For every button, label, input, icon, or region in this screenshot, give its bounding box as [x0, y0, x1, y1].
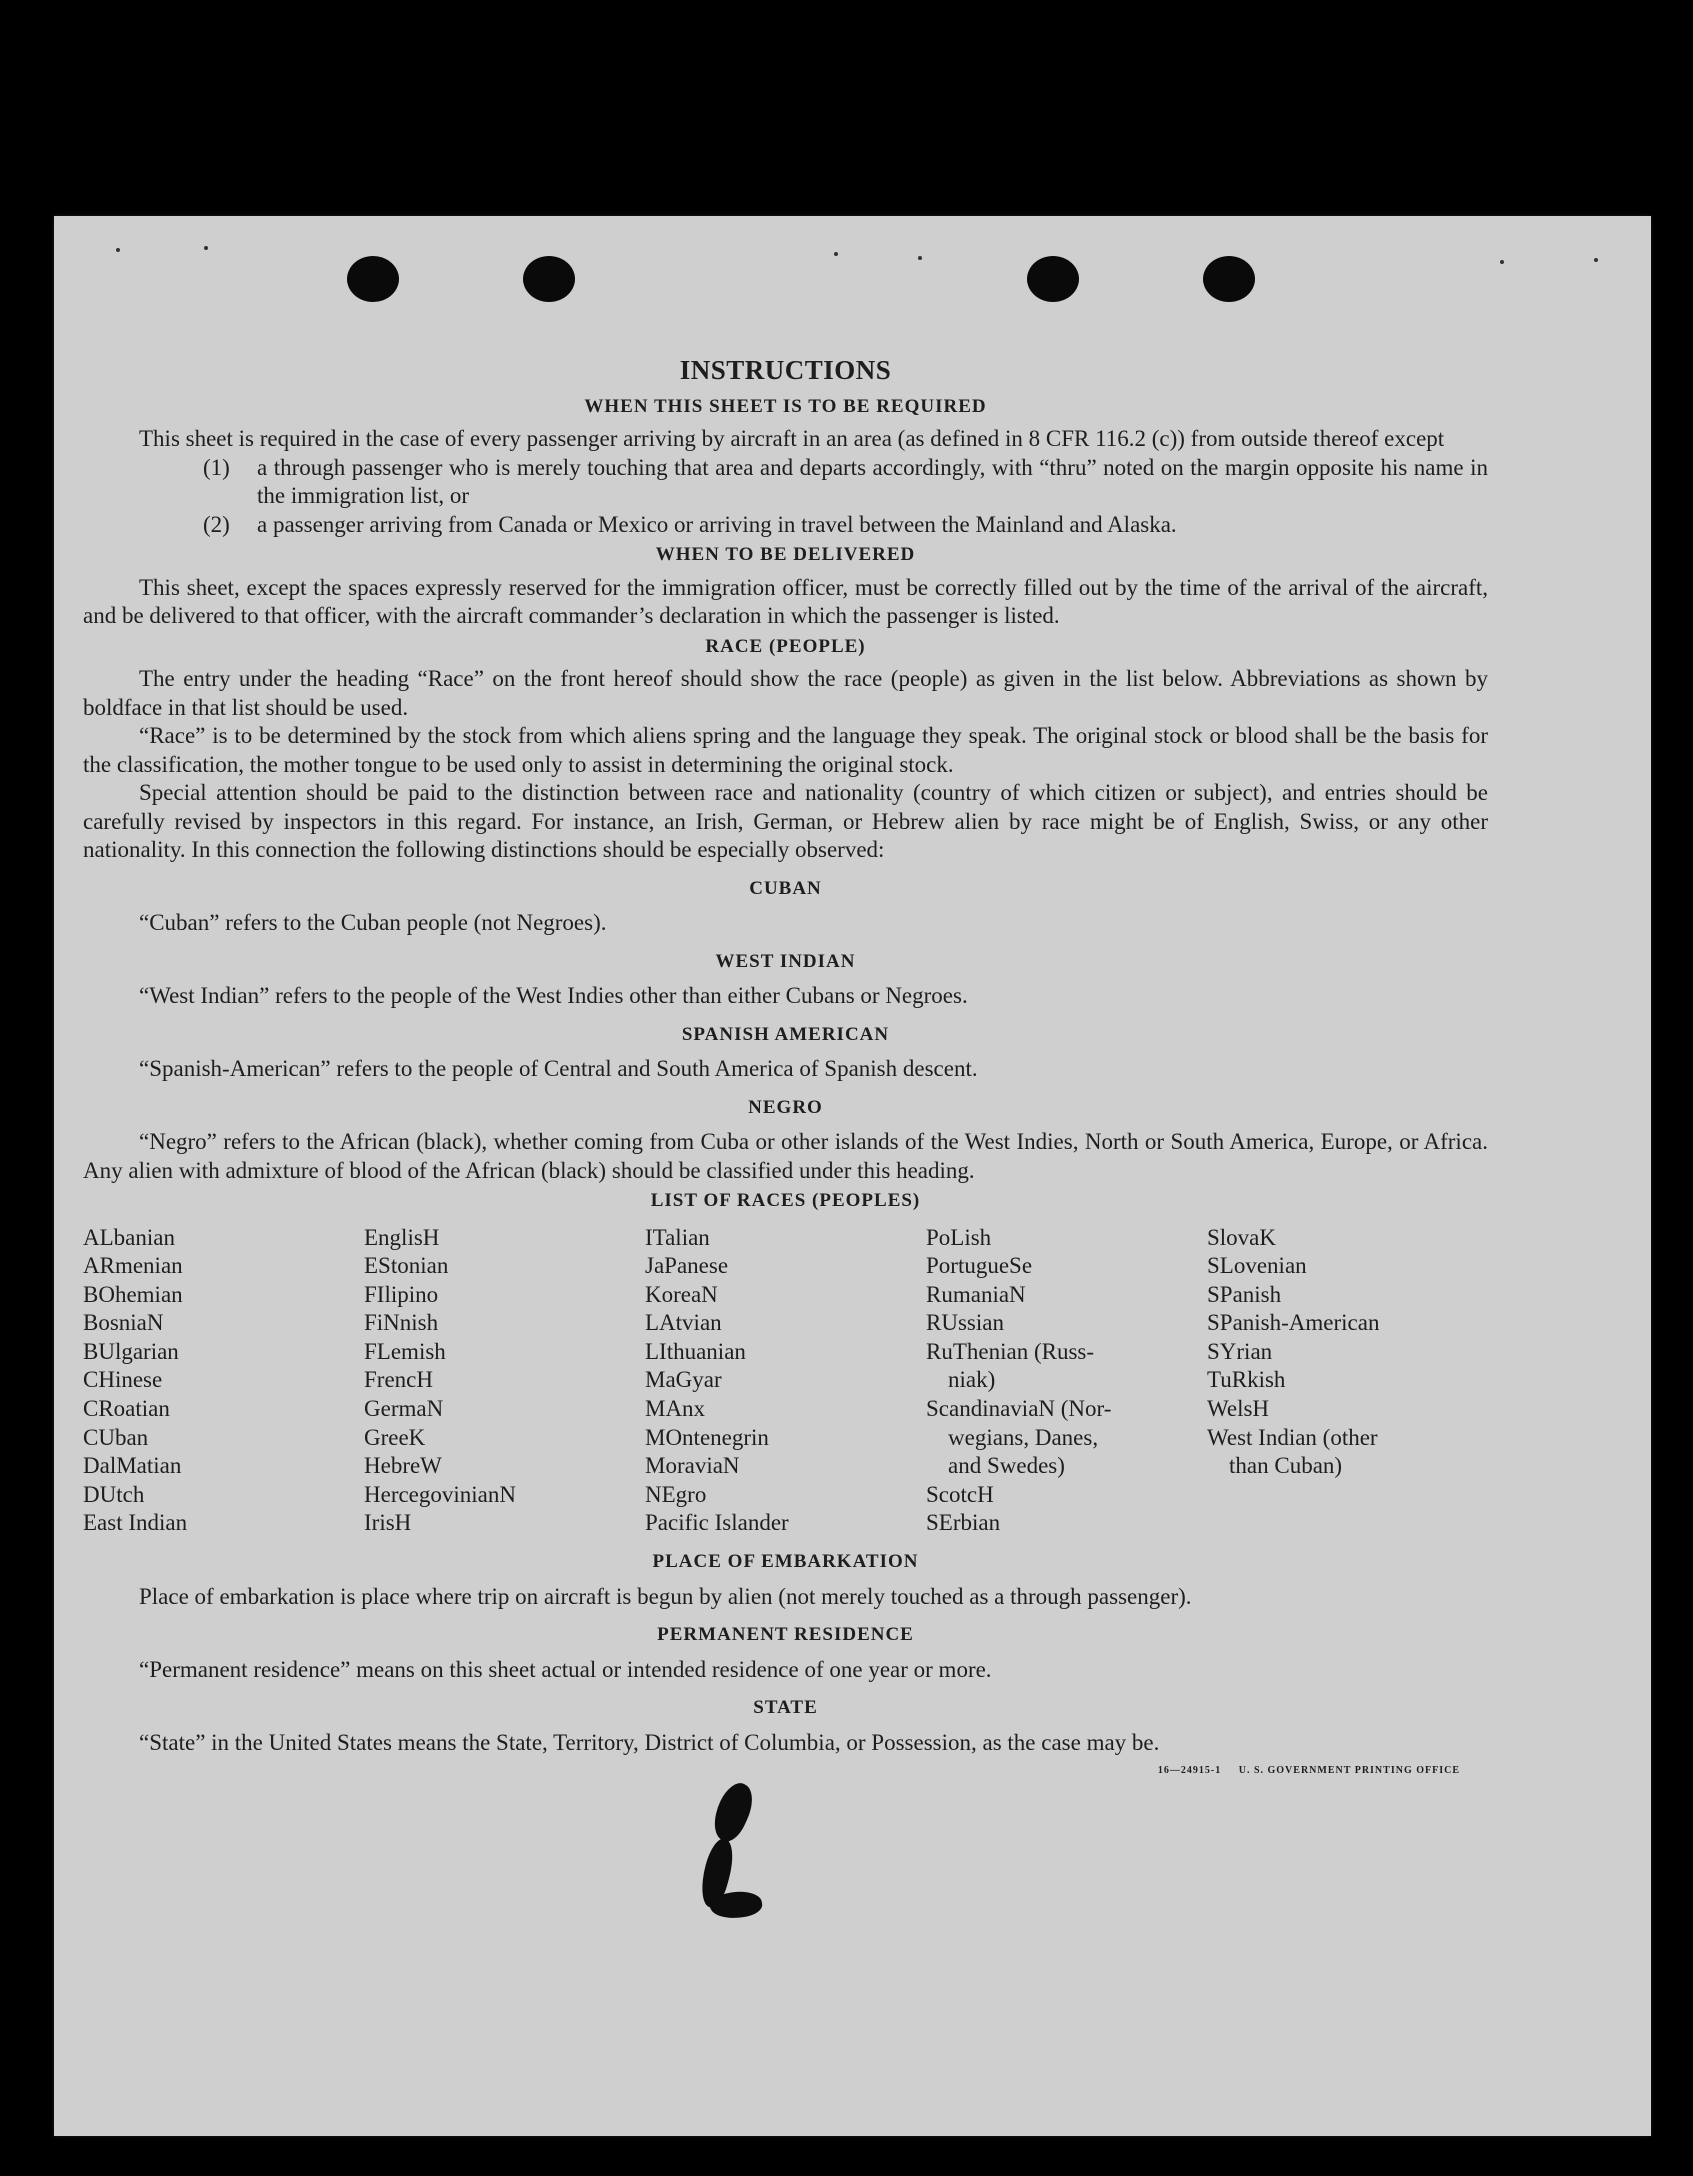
race-entry: FIlipino — [364, 1281, 439, 1307]
heading-required: WHEN THIS SHEET IS TO BE REQUIRED — [584, 395, 987, 417]
heading-spanish-american: SPANISH AMERICAN — [681, 1023, 890, 1045]
exception-number: (2) — [203, 511, 230, 537]
race-entry: MOntenegrin — [645, 1424, 769, 1450]
exception-text: a passenger arriving from Canada or Mexico or arriving in travel between the Mainland and Alaska. — [257, 511, 1177, 537]
race-entry-continued: than Cuban) — [1229, 1453, 1343, 1479]
exception-number: (1) — [203, 454, 230, 480]
punch-hole — [1203, 256, 1255, 302]
punch-hole — [1027, 256, 1079, 302]
race-entry: JaPanese — [645, 1253, 729, 1279]
race-paragraph-2: “Race” is to be determined by the stock from which aliens spring and the language they speak. The original stock or blood shall be the basis for the classification, the mother tongue to be used only to assist in determining the original stock. — [83, 723, 1488, 777]
race-entry: MaGyar — [645, 1367, 722, 1393]
race-entry: ARmenian — [83, 1253, 183, 1279]
race-entry: LIthuanian — [645, 1338, 746, 1364]
heading-delivered: WHEN TO BE DELIVERED — [655, 544, 916, 565]
race-entry: MoraviaN — [645, 1453, 740, 1479]
race-entry: RuThenian (Russ- — [926, 1338, 1095, 1364]
speck — [116, 248, 120, 252]
race-entry: PoLish — [926, 1224, 992, 1250]
race-entry: West Indian (other — [1207, 1424, 1378, 1450]
race-entry: SYrian — [1207, 1338, 1273, 1364]
race-entry: SErbian — [926, 1510, 1001, 1536]
race-entry: GermaN — [364, 1396, 444, 1422]
heading-state: STATE — [753, 1697, 818, 1719]
heading-negro: NEGRO — [748, 1096, 823, 1118]
race-entry: MAnx — [645, 1396, 706, 1422]
heading-cuban: CUBAN — [749, 877, 822, 899]
heading-race: RACE (PEOPLE) — [705, 635, 866, 657]
speck — [1500, 260, 1504, 264]
race-entry: CHinese — [83, 1367, 163, 1393]
race-entry: BosniaN — [83, 1310, 164, 1336]
race-entry: LAtvian — [645, 1310, 722, 1336]
race-entry-continued: niak) — [948, 1367, 996, 1393]
heading-west-indian: WEST INDIAN — [715, 950, 856, 972]
race-entry: BUlgarian — [83, 1338, 179, 1364]
races-column-3 — [645, 1224, 926, 1539]
races-column-2 — [364, 1224, 645, 1539]
race-entry: PortugueSe — [926, 1253, 1033, 1279]
exception-item — [203, 511, 1488, 540]
race-entry: ALbanian — [83, 1224, 175, 1250]
race-entry: ScandinaviaN (Nor- — [926, 1396, 1112, 1422]
race-entry: SPanish — [1207, 1281, 1282, 1307]
speck — [834, 252, 838, 256]
footer — [83, 1757, 1488, 1786]
exception-text: a through passenger who is merely touching that area and departs accordingly, with “thru” noted on the margin opposite his name in the immigration list, or — [257, 454, 1488, 508]
races-column-1 — [83, 1224, 364, 1539]
printer-name: U. S. GOVERNMENT PRINTING OFFICE — [1238, 1765, 1460, 1777]
race-entry-continued: wegians, Danes, — [948, 1424, 1099, 1450]
races-list — [83, 1224, 1488, 1539]
race-entry: ScotcH — [926, 1481, 994, 1507]
race-entry: FiNnish — [364, 1310, 439, 1336]
form-number: 16—24915-1 — [1157, 1765, 1222, 1777]
race-paragraph-1: The entry under the heading “Race” on the front hereof should show the race (people) as given in the list below. Abbreviations as shown by boldface in that list should be used. — [83, 666, 1488, 720]
punch-hole — [347, 256, 399, 302]
heading-embarkation: PLACE OF EMBARKATION — [652, 1551, 919, 1573]
state-text: “State” in the United States means the State, Territory, District of Columbia, or Possession, as the case may be. — [139, 1729, 1160, 1755]
race-entry: RumaniaN — [926, 1281, 1026, 1307]
race-entry: FLemish — [364, 1338, 446, 1364]
race-entry: CUban — [83, 1424, 149, 1450]
race-entry: TuRkish — [1207, 1367, 1286, 1393]
race-entry: SPanish-American — [1207, 1310, 1380, 1336]
speck — [204, 246, 208, 250]
printer-imprint — [1158, 1757, 1488, 1786]
race-entry: DalMatian — [83, 1453, 182, 1479]
race-entry: EStonian — [364, 1253, 449, 1279]
race-entry: IrisH — [364, 1510, 412, 1536]
races-column-5 — [1207, 1224, 1488, 1539]
race-entry: East Indian — [83, 1510, 188, 1536]
races-column-4 — [926, 1224, 1207, 1539]
delivered-text: This sheet, except the spaces expressly reserved for the immigration officer, must be correctly filled out by the time of the arrival of the aircraft, and be delivered to that officer, with the aircraft commander’s declaration in which the passenger is listed. — [83, 574, 1488, 628]
race-entry: DUtch — [83, 1481, 145, 1507]
ink-blot — [706, 1778, 760, 1846]
race-entry-continued: and Swedes) — [948, 1453, 1065, 1479]
negro-text: “Negro” refers to the African (black), whether coming from Cuba or other islands of the West Indies, North or South America, Europe, or Africa. Any alien with admixture of blood of the African (black) should be classified under this heading. — [83, 1129, 1488, 1183]
speck — [1594, 258, 1598, 262]
race-entry: ITalian — [645, 1224, 710, 1250]
race-entry: RUssian — [926, 1310, 1004, 1336]
cuban-text: “Cuban” refers to the Cuban people (not Negroes). — [139, 910, 607, 935]
race-entry: SLovenian — [1207, 1253, 1307, 1279]
residence-text: “Permanent residence” means on this sheet actual or intended residence of one year or more. — [139, 1656, 992, 1682]
west-indian-text: “West Indian” refers to the people of the West Indies other than either Cubans or Negroes. — [139, 983, 968, 1008]
page-title: INSTRUCTIONS — [679, 355, 892, 385]
heading-races-list: LIST OF RACES (PEOPLES) — [650, 1190, 921, 1211]
race-entry: NEgro — [645, 1481, 707, 1507]
embarkation-text: Place of embarkation is place where trip on aircraft is begun by alien (not merely touched as a through passenger). — [139, 1583, 1192, 1609]
race-entry: BOhemian — [83, 1281, 183, 1307]
race-entry: Pacific Islander — [645, 1510, 789, 1536]
race-entry: FrencH — [364, 1367, 433, 1393]
race-entry: HercegovinianN — [364, 1481, 516, 1507]
document-sheet — [54, 216, 1651, 2136]
race-entry: EnglisH — [364, 1224, 440, 1250]
spanish-american-text: “Spanish-American” refers to the people of Central and South America of Spanish descent. — [139, 1056, 978, 1081]
race-entry: SlovaK — [1207, 1224, 1276, 1250]
race-entry: KoreaN — [645, 1281, 718, 1307]
required-intro: This sheet is required in the case of every passenger arriving by aircraft in an area (as defined in 8 CFR 116.2 (c)) from outside thereof except — [139, 426, 1445, 451]
race-entry: GreeK — [364, 1424, 426, 1450]
instructions-body — [83, 356, 1488, 1786]
race-entry: WelsH — [1207, 1396, 1270, 1422]
speck — [918, 256, 922, 260]
heading-residence: PERMANENT RESIDENCE — [657, 1624, 914, 1646]
race-entry: CRoatian — [83, 1396, 170, 1422]
punch-hole — [523, 256, 575, 302]
race-paragraph-3: Special attention should be paid to the distinction between race and nationality (country of which citizen or subject), and entries should be carefully revised by inspectors in this regard. For instance, an Irish, German, or Hebrew alien by race might be of English, Swiss, or any other nationality. In this connection the following distinctions should be especially observed: — [83, 780, 1488, 862]
exception-item — [203, 454, 1488, 511]
race-entry: HebreW — [364, 1453, 442, 1479]
